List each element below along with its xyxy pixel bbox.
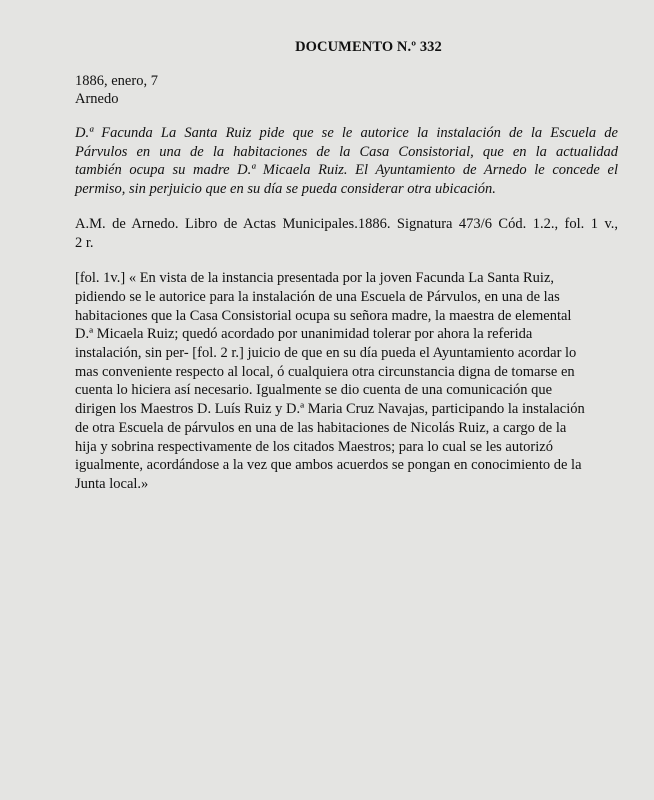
body-line: D.ª Micaela Ruiz; quedó acordado por unanimidad tolerar por ahora la referida: [75, 326, 533, 343]
body-line: igualmente, acordándose a la vez que ambos acuerdos se pongan en conocimiento de la: [75, 457, 582, 474]
source-line: 2 r.: [75, 234, 94, 251]
document-summary: [75, 124, 618, 199]
summary-line: D.ª Facunda La Santa Ruiz pide que se le autorice la instalación de la Escuela de: [75, 125, 618, 141]
document-place: Arnedo: [75, 91, 119, 107]
summary-line: Párvulos en una de la habitaciones de la Casa Consistorial, que en la actualidad: [75, 143, 618, 160]
body-line: dirigen los Maestros D. Luís Ruiz y D.ª Maria Cruz Navajas, participando la instalación: [75, 401, 585, 418]
document-date: 1886, enero, 7: [75, 73, 158, 89]
document-transcription: [75, 269, 618, 493]
body-line: cuenta lo hiciera así necesario. Igualmente se dio cuenta de una comunicación que: [75, 382, 553, 399]
body-line: [fol. 1v.] « En vista de la instancia presentada por la joven Facunda La Santa Ruiz,: [75, 270, 555, 287]
body-line: de otra Escuela de párvulos en una de las habitaciones de Nicolás Ruiz, a cargo de la: [75, 419, 567, 436]
body-line: instalación, sin per- [fol. 2 r.] juicio de que en su día pueda el Ayuntamiento acordar lo: [75, 345, 577, 362]
body-line: mas conveniente respecto al local, ó cualquiera otra circunstancia digna de tomarse en: [75, 363, 575, 380]
summary-line: también ocupa su madre D.ª Micaela Ruiz. El Ayuntamiento de Arnedo le concede el: [75, 162, 618, 179]
summary-line: permiso, sin perjuicio que en su día se pueda considerar otra ubicación.: [75, 181, 496, 198]
body-line: hija y sobrina respectivamente de los citados Maestros; para lo cual se les autorizó: [75, 438, 553, 455]
date-place-block: [75, 72, 618, 108]
document-source: [75, 215, 618, 252]
source-line: A.M. de Arnedo. Libro de Actas Municipales.1886. Signatura 473/6 Cód. 1.2., fol. 1 v.,: [75, 215, 618, 232]
document-title: DOCUMENTO N.º 332: [295, 39, 442, 55]
body-line: pidiendo se le autorice para la instalación de una Escuela de Párvulos, en una de las: [75, 288, 560, 305]
body-line: Junta local.»: [75, 475, 149, 492]
body-line: habitaciones que la Casa Consistorial ocupa su señora madre, la maestra de elemental: [75, 307, 572, 324]
